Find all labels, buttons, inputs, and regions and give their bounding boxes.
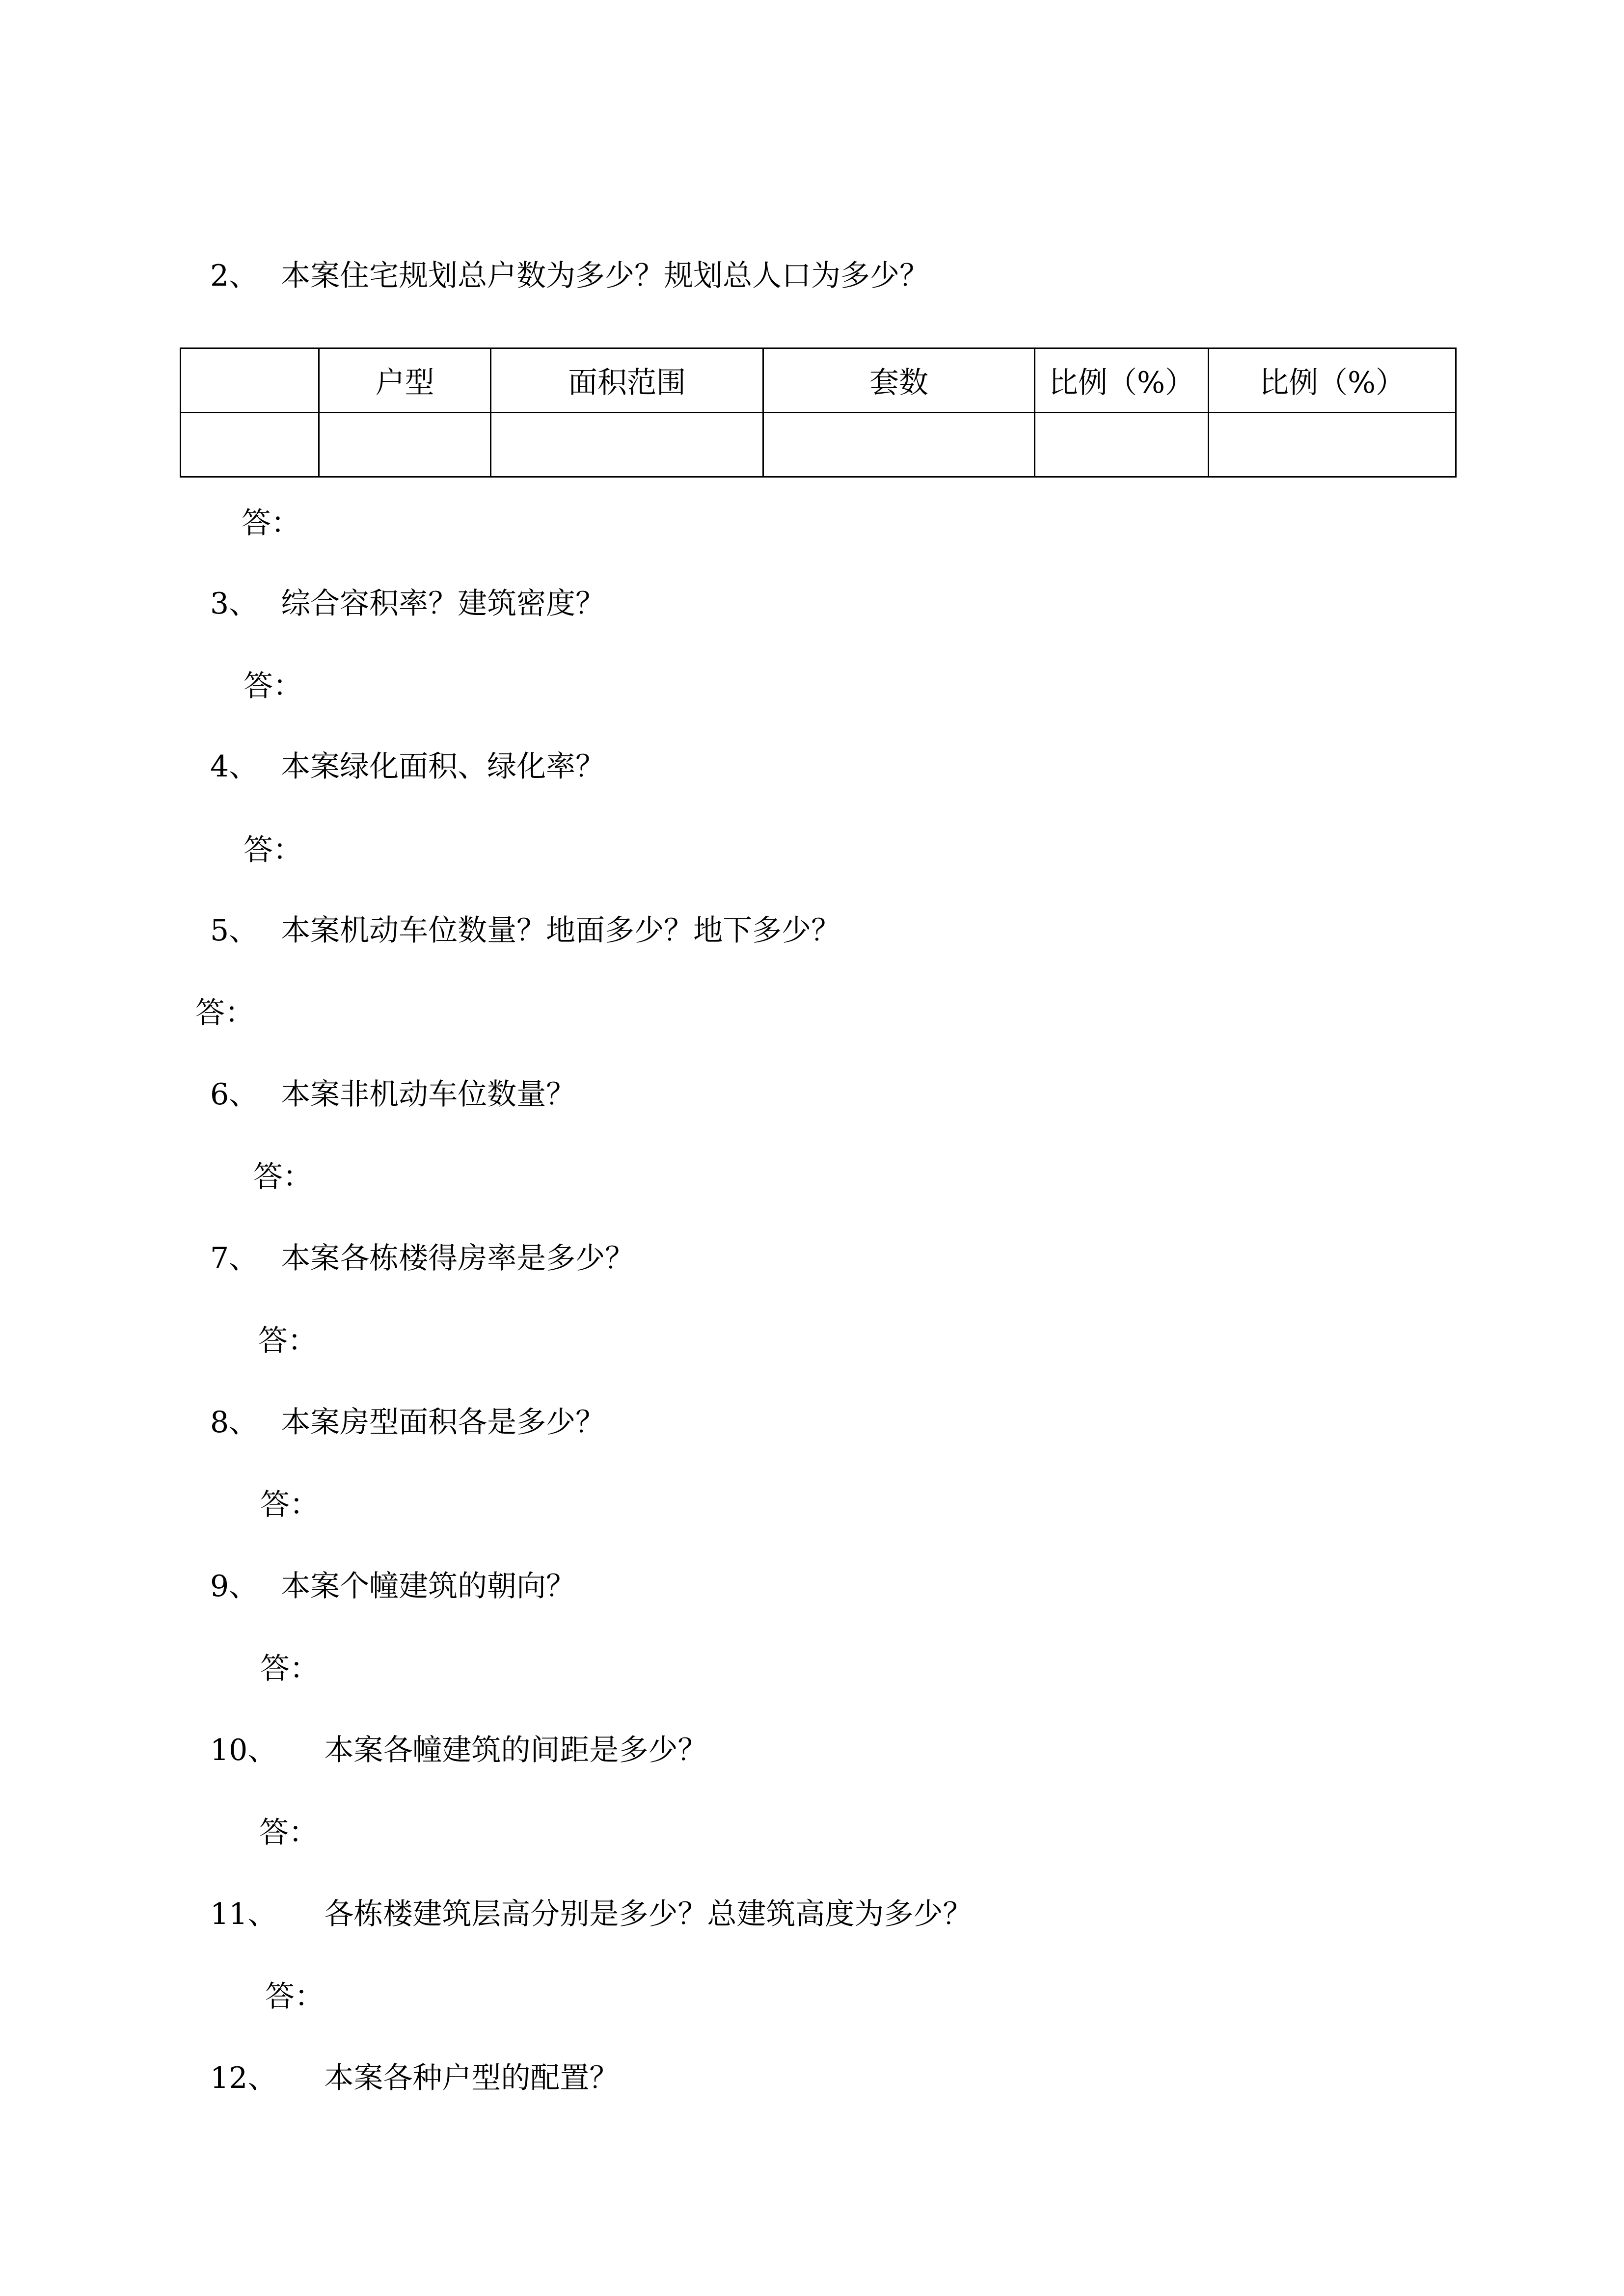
question-10 <box>210 1731 707 1770</box>
table-cell <box>1209 413 1456 477</box>
answer-label: 答： <box>244 833 302 867</box>
question-9 <box>210 1567 575 1606</box>
table-header-cell: 户型 <box>319 348 491 413</box>
question-number: 8、 <box>210 1405 259 1440</box>
question-text: 本案房型面积各是多少？ <box>281 1405 605 1440</box>
table-cell <box>1035 413 1209 477</box>
question-4 <box>210 747 605 786</box>
question-7 <box>210 1239 634 1278</box>
question-number: 3、 <box>210 587 259 621</box>
question-text: 本案个幢建筑的朝向？ <box>281 1569 576 1603</box>
table-cell <box>491 413 763 477</box>
question-8 <box>210 1403 605 1442</box>
question-text: 本案绿化面积、绿化率？ <box>281 749 605 784</box>
question-text: 本案各种户型的配置？ <box>324 2061 619 2095</box>
question-12 <box>210 2058 619 2098</box>
question-number: 9、 <box>210 1569 259 1603</box>
answer-label: 答： <box>265 1979 324 2014</box>
question-number: 6、 <box>210 1077 259 1112</box>
table-header-cell: 比例（%） <box>1209 348 1456 413</box>
answer-label: 答： <box>195 996 254 1030</box>
table-cell <box>763 413 1035 477</box>
question-5 <box>210 911 840 950</box>
question-6 <box>210 1075 575 1114</box>
question-text: 本案各栋楼得房率是多少？ <box>281 1241 635 1276</box>
question-text: 本案住宅规划总户数为多少？规划总人口为多少？ <box>281 259 929 293</box>
answer-label: 答： <box>253 1160 312 1194</box>
question-2 <box>210 256 929 295</box>
answer-label: 答： <box>260 1488 319 1522</box>
table-header-row <box>181 348 1456 413</box>
question-text: 本案非机动车位数量？ <box>281 1077 576 1112</box>
question-text: 本案机动车位数量？地面多少？地下多少？ <box>281 913 841 948</box>
question-number: 10、 <box>210 1733 277 1767</box>
question-11 <box>210 1895 972 1934</box>
question-number: 12、 <box>210 2061 277 2095</box>
table-header-cell: 比例（%） <box>1035 348 1209 413</box>
table-header-cell <box>181 348 319 413</box>
answer-label: 答： <box>242 506 300 540</box>
answer-label: 答： <box>258 1324 317 1358</box>
question-number: 4、 <box>210 749 259 784</box>
question-3 <box>210 584 605 623</box>
question-text: 本案各幢建筑的间距是多少？ <box>324 1733 707 1767</box>
question-text: 综合容积率？建筑密度？ <box>281 587 605 621</box>
table-row <box>181 413 1456 477</box>
question-number: 11、 <box>210 1897 277 1931</box>
unit-table <box>180 347 1457 478</box>
question-number: 7、 <box>210 1241 259 1276</box>
table-cell <box>319 413 491 477</box>
answer-label: 答： <box>260 1652 319 1686</box>
table-header-cell: 套数 <box>763 348 1035 413</box>
answer-label: 答： <box>244 669 302 703</box>
table-cell <box>181 413 319 477</box>
answer-label: 答： <box>259 1815 318 1850</box>
question-number: 5、 <box>210 913 259 948</box>
question-number: 2、 <box>210 259 259 293</box>
question-text: 各栋楼建筑层高分别是多少？总建筑高度为多少？ <box>324 1897 973 1931</box>
table-header-cell: 面积范围 <box>491 348 763 413</box>
